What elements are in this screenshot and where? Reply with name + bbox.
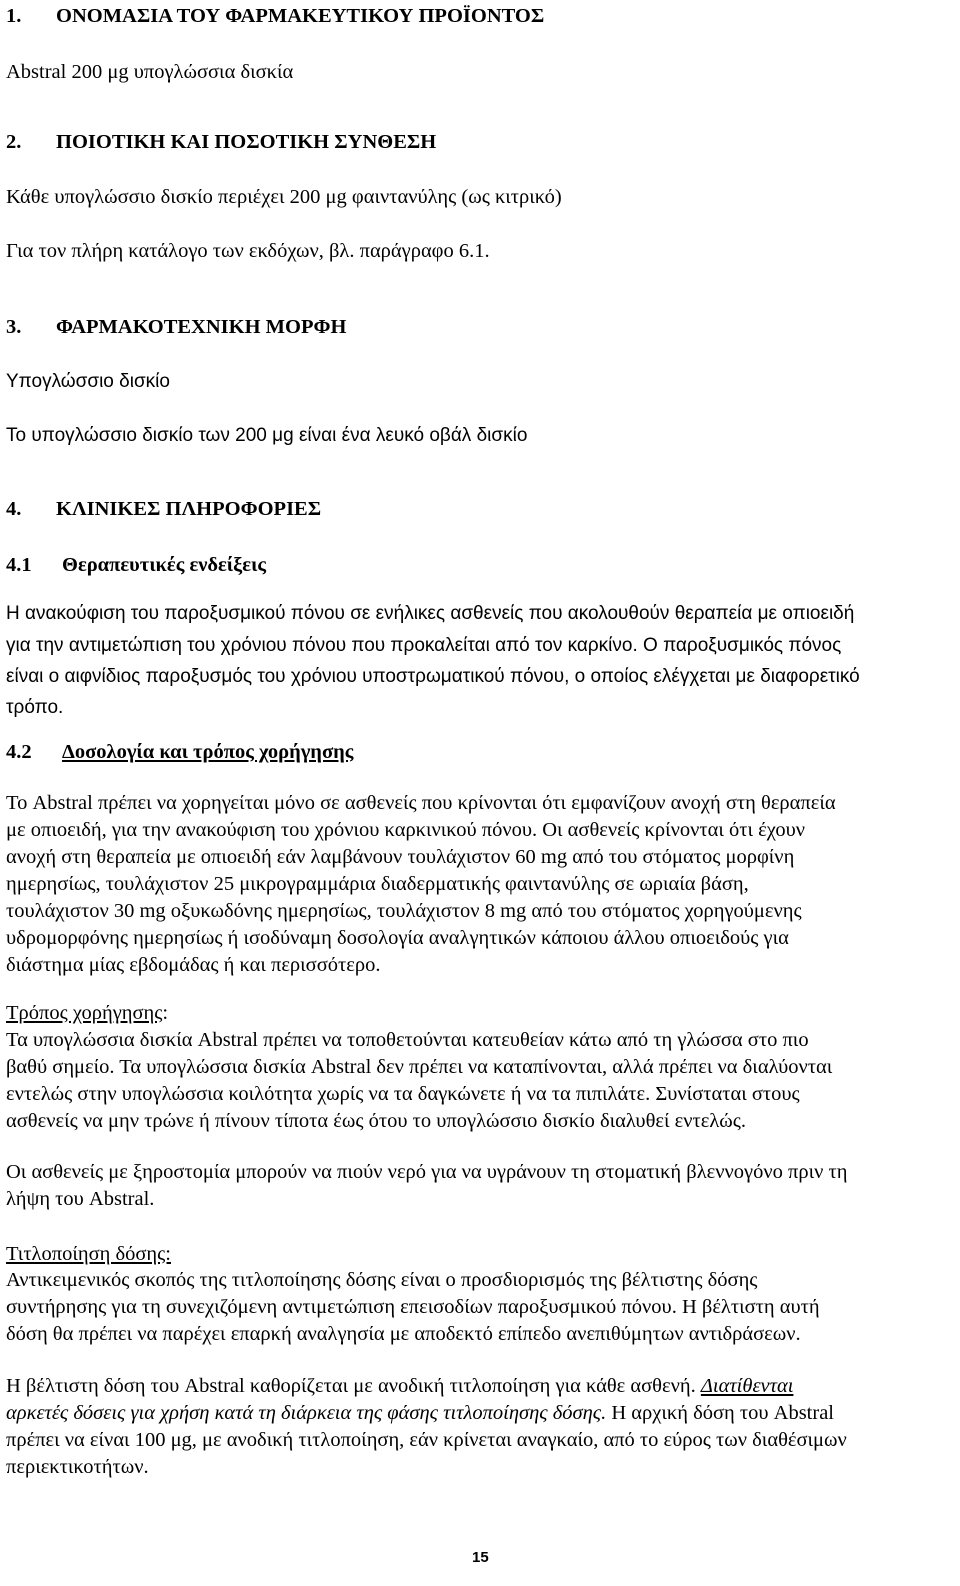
- indication-line: Η ανακούφιση του παροξυσμικού πόνου σε ενήλικες ασθενείς που ακολουθούν θεραπεία με οπιοειδή: [6, 603, 855, 624]
- section-2-number: 2.: [6, 131, 22, 153]
- administration-heading-colon: :: [162, 1002, 169, 1024]
- administration-line: Τα υπογλώσσια δισκία Abstral πρέπει να τοποθετούνται κατευθείαν κάτω από τη γλώσσα στο πιο: [6, 1029, 809, 1051]
- optimal-dose-line: πρέπει να είναι 100 μg, με ανοδική τιτλοποίηση, εάν κρίνεται αναγκαίο, από το εύρος των διαθέσιμων: [6, 1429, 847, 1451]
- composition-text: Κάθε υπογλώσσιο δισκίο περιέχει 200 μg φαιντανύλης (ως κιτρικό): [6, 186, 562, 208]
- titration-heading: Τιτλοποίηση δόσης:: [6, 1243, 171, 1265]
- section-2-title: ΠΟΙΟΤΙΚΗ ΚΑΙ ΠΟΣΟΤΙΚΗ ΣΥΝΘΕΣΗ: [56, 131, 437, 153]
- section-1-number: 1.: [6, 5, 22, 27]
- optimal-dose-text: Η βέλτιστη δόση του Abstral καθορίζεται με ανοδική τιτλοποίηση για κάθε ασθενή.: [6, 1375, 701, 1397]
- section-4-1-number: 4.1: [6, 554, 32, 576]
- section-1-heading: [6, 4, 544, 28]
- section-4-2-title: Δοσολογία και τρόπος χορήγησης: [62, 741, 354, 763]
- administration-line: εντελώς στην υπογλώσσια κοιλότητα χωρίς να τα δαγκώνετε ή να τα πιπιλάτε. Συνίσταται στους: [6, 1083, 800, 1105]
- page-number: 15: [472, 1549, 489, 1566]
- section-1-title: ΟΝΟΜΑΣΙΑ ΤΟΥ ΦΑΡΜΑΚΕΥΤΙΚΟΥ ΠΡΟΪΟΝΤΟΣ: [56, 5, 545, 27]
- titration-line: Αντικειμενικός σκοπός της τιτλοποίησης δόσης είναι ο προσδιορισμός της βέλτιστης δόσης: [6, 1269, 758, 1291]
- indication-line: τρόπο.: [6, 697, 64, 718]
- section-4-title: ΚΛΙΝΙΚΕΣ ΠΛΗΡΟΦΟΡΙΕΣ: [56, 498, 322, 520]
- section-3-heading: [6, 315, 346, 339]
- posology-line: Το Abstral πρέπει να χορηγείται μόνο σε ασθενείς που κρίνονται ότι εμφανίζουν ανοχή στη θεραπεία: [6, 792, 836, 814]
- administration-line: βαθύ σημείο. Τα υπογλώσσια δισκία Abstral δεν πρέπει να καταπίνονται, αλλά πρέπει να διαλύονται: [6, 1056, 833, 1078]
- optimal-dose-text: Η αρχική δόση του Abstral: [606, 1402, 834, 1424]
- xerostomia-line: Οι ασθενείς με ξηροστομία μπορούν να πιούν νερό για να υγράνουν τη στοματική βλεννογόνο πριν τη: [6, 1161, 848, 1183]
- optimal-dose-italic: αρκετές δόσεις για χρήση κατά τη διάρκεια της φάσης τιτλοποίησης δόσης.: [6, 1402, 607, 1424]
- section-2-heading: [6, 130, 436, 154]
- optimal-dose-italic: Διατίθενται: [700, 1375, 794, 1397]
- posology-line: ανοχή στη θεραπεία με οπιοειδή εάν λαμβάνουν τουλάχιστον 60 mg από του στόματος μορφίνη: [6, 846, 795, 868]
- optimal-dose-line: [6, 1401, 834, 1425]
- posology-line: υδρομορφόνης ημερησίως ή ισοδύναμη δοσολογία αναλγητικών κάποιου άλλου οπιοειδούς για: [6, 927, 789, 949]
- posology-line: διάστημα μίας εβδομάδας ή και περισσότερο.: [6, 954, 381, 976]
- indication-line: για την αντιμετώπιση του χρόνιου πόνου που προκαλείται από τον καρκίνο. Ο παροξυσμικός πόνος: [6, 635, 842, 656]
- section-3-title: ΦΑΡΜΑΚΟΤΕΧΝΙΚΗ ΜΟΡΦΗ: [56, 316, 347, 338]
- section-4-1-heading: [6, 553, 266, 577]
- section-4-heading: [6, 497, 321, 521]
- posology-line: τουλάχιστον 30 mg οξυκωδόνης ημερησίως, τουλάχιστον 8 mg από του στόματος χορηγούμενης: [6, 900, 802, 922]
- section-4-2-number: 4.2: [6, 741, 32, 763]
- administration-line: ασθενείς να μην τρώνε ή πίνουν τίποτα έως ότου το υπογλώσσιο δισκίο διαλυθεί εντελώς.: [6, 1110, 747, 1132]
- section-4-number: 4.: [6, 498, 22, 520]
- administration-heading: [6, 1001, 168, 1025]
- indication-line: είναι ο αιφνίδιος παροξυσμός του χρόνιου υποστρωματικού πόνου, ο οποίος ελέγχεται με διαφορετικό: [6, 666, 860, 687]
- product-name: Abstral 200 μg υπογλώσσια δισκία: [6, 61, 294, 83]
- tablet-description: Το υπογλώσσιο δισκίο των 200 μg είναι ένα λευκό οβάλ δισκίο: [6, 425, 528, 446]
- posology-line: ημερησίως, τουλάχιστον 25 μικρογραμμάρια διαδερματικής φαιντανύλης σε ωριαία βάση,: [6, 873, 749, 895]
- pharmaceutical-form: Υπογλώσσιο δισκίο: [6, 371, 170, 392]
- posology-line: με οπιοειδή, για την ανακούφιση του χρόνιου καρκινικού πόνου. Οι ασθενείς κρίνονται ότι έχουν: [6, 819, 806, 841]
- optimal-dose-line: περιεκτικοτήτων.: [6, 1456, 149, 1478]
- administration-heading-text: Τρόπος χορήγησης: [6, 1002, 163, 1024]
- titration-line: δόση θα πρέπει να παρέχει επαρκή αναλγησία με αποδεκτό επίπεδο ανεπιθύμητων αντιδράσεων.: [6, 1323, 801, 1345]
- section-3-number: 3.: [6, 316, 22, 338]
- excipients-text: Για τον πλήρη κατάλογο των εκδόχων, βλ. παράγραφο 6.1.: [6, 240, 490, 262]
- section-4-2-heading: [6, 740, 353, 764]
- xerostomia-line: λήψη του Abstral.: [6, 1188, 155, 1210]
- section-4-1-title: Θεραπευτικές ενδείξεις: [62, 554, 267, 576]
- titration-line: συντήρησης για τη συνεχιζόμενη αντιμετώπιση επεισοδίων παροξυσμικού πόνου. Η βέλτιστη αυτή: [6, 1296, 820, 1318]
- optimal-dose-line: [6, 1374, 793, 1398]
